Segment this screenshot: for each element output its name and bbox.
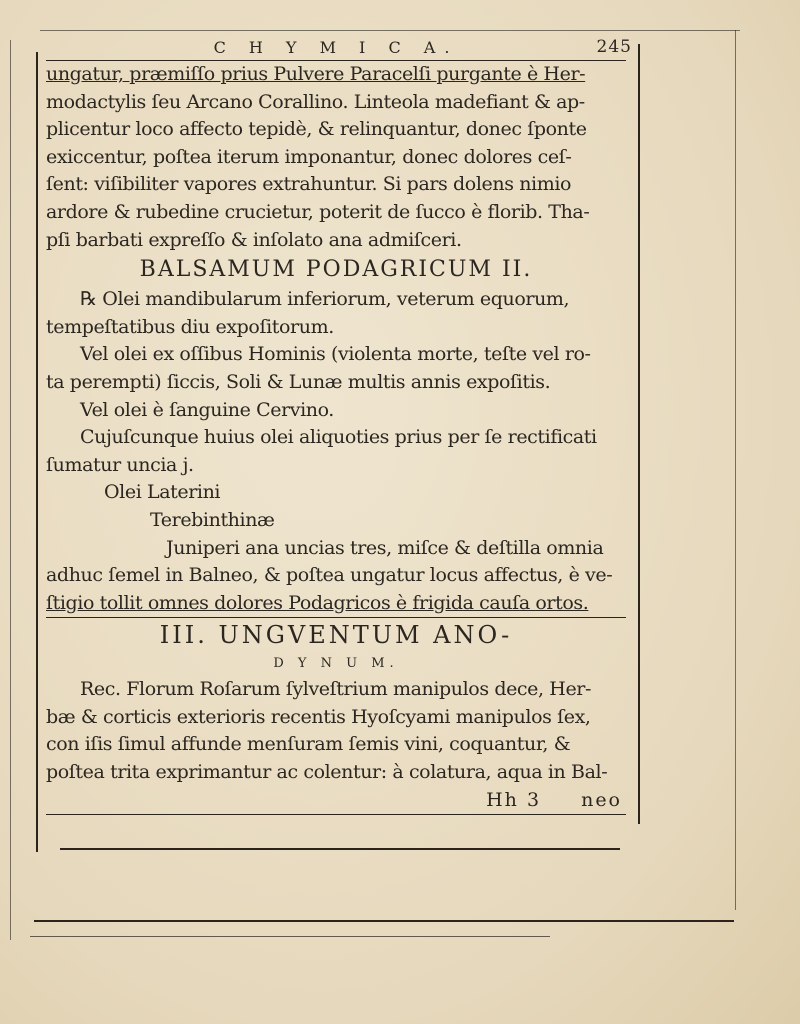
text-line: ſtigio tollit omnes dolores Podagricos è frigida cauſa ortos. — [46, 590, 626, 619]
running-head — [46, 34, 632, 61]
text-line: exiccentur, poſtea iterum imponantur, donec dolores ceſ- — [46, 145, 572, 168]
text-line: Cujuſcunque huius olei aliquoties prius per ſe rectificati — [80, 426, 597, 449]
page-number: 245 — [596, 37, 632, 57]
text-line: Rec. Florum Roſarum ſylveſtrium manipulos dece, Her- — [80, 678, 592, 701]
text-line: con iſis ſimul affunde menſuram ſemis vini, coquantur, & — [46, 733, 571, 756]
ingredient-line: Juniperi ana uncias tres, miſce & deſtilla omnia — [166, 536, 604, 559]
text-line: Vel olei è ſanguine Cervino. — [80, 398, 334, 421]
text-line: ſumatur uncia j. — [46, 453, 194, 476]
text-line: Vel olei ex oſſibus Hominis (violenta morte, teſte vel ro- — [80, 343, 591, 366]
text-block — [46, 34, 632, 815]
text-line: modactylis ſeu Arcano Corallino. Linteola madefiant & ap- — [46, 90, 585, 113]
text-line: plicentur loco affecto tepidè, & relinquantur, donec ſponte — [46, 118, 587, 141]
text-line: ſent: viſibiliter vapores extrahuntur. Si pars dolens nimio — [46, 173, 572, 196]
text-line: pſi barbati expreſſo & inſolato ana admiſceri. — [46, 228, 462, 251]
catchword: neo — [581, 788, 622, 811]
text-line: tempeſtatibus diu expoſitorum. — [46, 315, 334, 338]
running-head-title: C H Y M I C A. — [213, 38, 459, 57]
section-heading-unguentum: III. UNGVENTUM ANO- — [159, 621, 513, 650]
text-line: poſtea trita exprimantur ac colentur: à colatura, aqua in Bal- — [46, 761, 608, 784]
frame-rule-bottom-inner — [60, 848, 620, 850]
text-line: ta perempti) ſiccis, Soli & Lunæ multis annis expoſitis. — [46, 370, 551, 393]
catchword-line — [46, 787, 626, 816]
text-line: ungatur, præmiſſo prius Pulvere Paracelſi purgante è Her- — [46, 63, 586, 85]
frame-rule-right — [638, 44, 640, 824]
frame-rule-far-right — [735, 30, 736, 910]
section-heading-balsamum: BALSAMUM PODAGRICUM II. — [139, 257, 533, 283]
ingredient-line: Olei Laterini — [104, 481, 221, 504]
frame-rule-bottom-base — [30, 936, 550, 937]
ingredient-line: Terebinthinæ — [150, 508, 275, 531]
frame-rule-far-left — [10, 40, 11, 940]
text-line: bæ & corticis exterioris recentis Hyoſcyami manipulos ſex, — [46, 705, 591, 728]
section-subheading: D Y N U M. — [273, 656, 399, 672]
recipe-line: ℞ Olei mandibularum inferiorum, veterum equorum, — [80, 288, 570, 311]
frame-rule-bottom-outer — [34, 920, 734, 922]
frame-rule-top — [40, 30, 740, 31]
frame-rule-left — [36, 52, 38, 852]
signature-mark: Hh 3 — [486, 788, 542, 811]
text-line: adhuc ſemel in Balneo, & poſtea ungatur locus affectus, è ve- — [46, 564, 613, 587]
text-line: ardore & rubedine crucietur, poterit de ſucco è florib. Tha- — [46, 200, 590, 223]
